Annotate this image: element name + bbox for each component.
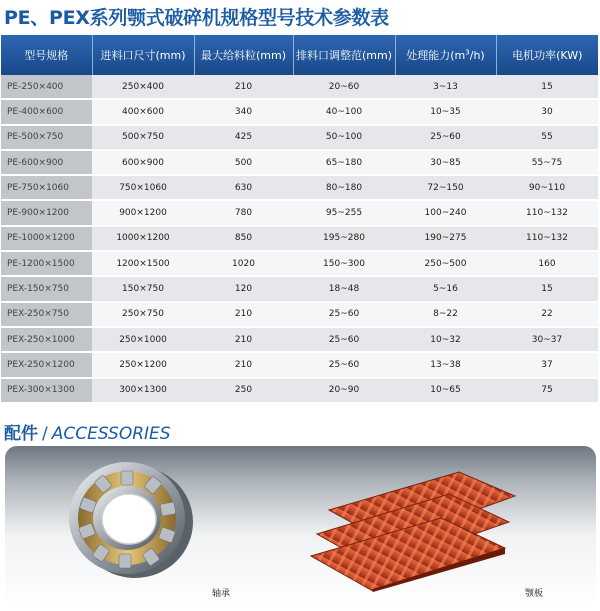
jaw-plates-image xyxy=(309,470,525,592)
header-capacity-sup: 3 xyxy=(465,48,470,57)
cell-discharge: 25~60 xyxy=(293,352,395,377)
cell-model: PE-250×400 xyxy=(1,75,92,99)
cell-feed-opening: 1000×1200 xyxy=(92,226,194,251)
table-row xyxy=(1,251,598,276)
cell-feed-opening: 750×1060 xyxy=(92,175,194,200)
cell-capacity: 5~16 xyxy=(395,276,496,301)
cell-model: PE-500×750 xyxy=(1,125,92,150)
accessories-panel xyxy=(5,446,596,608)
header-feed-opening: 进料口尺寸(mm) xyxy=(92,35,194,75)
cell-power: 55 xyxy=(496,125,598,150)
cell-model: PEX-250×1200 xyxy=(1,352,92,377)
cell-discharge: 18~48 xyxy=(293,276,395,301)
cell-feed-opening: 250×750 xyxy=(92,302,194,327)
cell-model: PE-1200×1500 xyxy=(1,251,92,276)
cell-max-feed: 210 xyxy=(194,302,293,327)
cell-feed-opening: 600×900 xyxy=(92,150,194,175)
cell-model: PEX-250×750 xyxy=(1,302,92,327)
cell-max-feed: 1020 xyxy=(194,251,293,276)
table-row xyxy=(1,175,598,200)
table-row xyxy=(1,378,598,403)
page-title: PE、PEX系列颚式破碎机规格型号技术参数表 xyxy=(4,7,389,29)
accessories-heading-sep: / xyxy=(42,424,48,444)
cell-max-feed: 850 xyxy=(194,226,293,251)
table-row xyxy=(1,226,598,251)
cell-max-feed: 250 xyxy=(194,378,293,403)
header-capacity-prefix: 处理能力(m xyxy=(406,49,466,62)
table-row xyxy=(1,125,598,150)
cell-power: 15 xyxy=(496,75,598,99)
cell-power: 22 xyxy=(496,302,598,327)
table-row xyxy=(1,327,598,352)
header-power: 电机功率(KW) xyxy=(496,35,598,75)
cell-feed-opening: 500×750 xyxy=(92,125,194,150)
cell-max-feed: 210 xyxy=(194,352,293,377)
cell-capacity: 100~240 xyxy=(395,200,496,225)
header-max-feed: 最大给料粒(mm) xyxy=(194,35,293,75)
table-row xyxy=(1,352,598,377)
cell-model: PE-900×1200 xyxy=(1,200,92,225)
cell-max-feed: 500 xyxy=(194,150,293,175)
cell-model: PE-750×1060 xyxy=(1,175,92,200)
table-row xyxy=(1,302,598,327)
accessory-label-jaw-plates: 颚板 xyxy=(525,589,544,599)
cell-capacity: 8~22 xyxy=(395,302,496,327)
cell-feed-opening: 250×1200 xyxy=(92,352,194,377)
table-row xyxy=(1,150,598,175)
cell-discharge: 95~255 xyxy=(293,200,395,225)
cell-feed-opening: 400×600 xyxy=(92,99,194,124)
cell-power: 110~132 xyxy=(496,226,598,251)
cell-model: PE-600×900 xyxy=(1,150,92,175)
cell-max-feed: 120 xyxy=(194,276,293,301)
cell-capacity: 10~65 xyxy=(395,378,496,403)
cell-capacity: 190~275 xyxy=(395,226,496,251)
cell-discharge: 50~100 xyxy=(293,125,395,150)
spec-table xyxy=(1,35,598,404)
cell-discharge: 25~60 xyxy=(293,327,395,352)
header-capacity xyxy=(395,35,496,75)
table-row xyxy=(1,99,598,124)
cell-capacity: 3~13 xyxy=(395,75,496,99)
cell-discharge: 80~180 xyxy=(293,175,395,200)
cell-power: 110~132 xyxy=(496,200,598,225)
table-header-row xyxy=(1,35,598,75)
cell-model: PEX-250×1000 xyxy=(1,327,92,352)
cell-capacity: 10~32 xyxy=(395,327,496,352)
cell-capacity: 250~500 xyxy=(395,251,496,276)
cell-feed-opening: 250×1000 xyxy=(92,327,194,352)
cell-capacity: 13~38 xyxy=(395,352,496,377)
cell-power: 55~75 xyxy=(496,150,598,175)
cell-power: 37 xyxy=(496,352,598,377)
cell-discharge: 20~90 xyxy=(293,378,395,403)
accessories-heading-cn: 配件 xyxy=(4,424,38,444)
cell-capacity: 72~150 xyxy=(395,175,496,200)
accessories-heading xyxy=(4,419,171,444)
cell-max-feed: 425 xyxy=(194,125,293,150)
cell-model: PEX-300×1300 xyxy=(1,378,92,403)
cell-feed-opening: 300×1300 xyxy=(92,378,194,403)
header-discharge: 排料口调整范(mm) xyxy=(293,35,395,75)
cell-power: 90~110 xyxy=(496,175,598,200)
cell-discharge: 65~180 xyxy=(293,150,395,175)
cell-feed-opening: 900×1200 xyxy=(92,200,194,225)
cell-capacity: 10~35 xyxy=(395,99,496,124)
cell-discharge: 195~280 xyxy=(293,226,395,251)
cell-model: PE-1000×1200 xyxy=(1,226,92,251)
cell-max-feed: 340 xyxy=(194,99,293,124)
cell-power: 30~37 xyxy=(496,327,598,352)
cell-discharge: 40~100 xyxy=(293,99,395,124)
cell-model: PE-400×600 xyxy=(1,99,92,124)
cell-discharge: 25~60 xyxy=(293,302,395,327)
cell-max-feed: 780 xyxy=(194,200,293,225)
cell-feed-opening: 250×400 xyxy=(92,75,194,99)
table-row xyxy=(1,75,598,99)
header-model: 型号规格 xyxy=(1,35,92,75)
header-capacity-suffix: /h) xyxy=(469,49,485,62)
cell-max-feed: 210 xyxy=(194,327,293,352)
cell-power: 30 xyxy=(496,99,598,124)
bearing-image xyxy=(43,454,203,584)
cell-power: 75 xyxy=(496,378,598,403)
cell-power: 15 xyxy=(496,276,598,301)
cell-discharge: 20~60 xyxy=(293,75,395,99)
cell-capacity: 30~85 xyxy=(395,150,496,175)
table-row xyxy=(1,276,598,301)
cell-power: 160 xyxy=(496,251,598,276)
cell-feed-opening: 150×750 xyxy=(92,276,194,301)
accessories-heading-en: ACCESSORIES xyxy=(51,424,171,444)
cell-max-feed: 630 xyxy=(194,175,293,200)
cell-max-feed: 210 xyxy=(194,75,293,99)
accessory-label-bearing: 轴承 xyxy=(212,589,231,599)
cell-model: PEX-150×750 xyxy=(1,276,92,301)
cell-feed-opening: 1200×1500 xyxy=(92,251,194,276)
table-row xyxy=(1,200,598,225)
cell-capacity: 25~60 xyxy=(395,125,496,150)
cell-discharge: 150~300 xyxy=(293,251,395,276)
table-body xyxy=(1,75,598,403)
